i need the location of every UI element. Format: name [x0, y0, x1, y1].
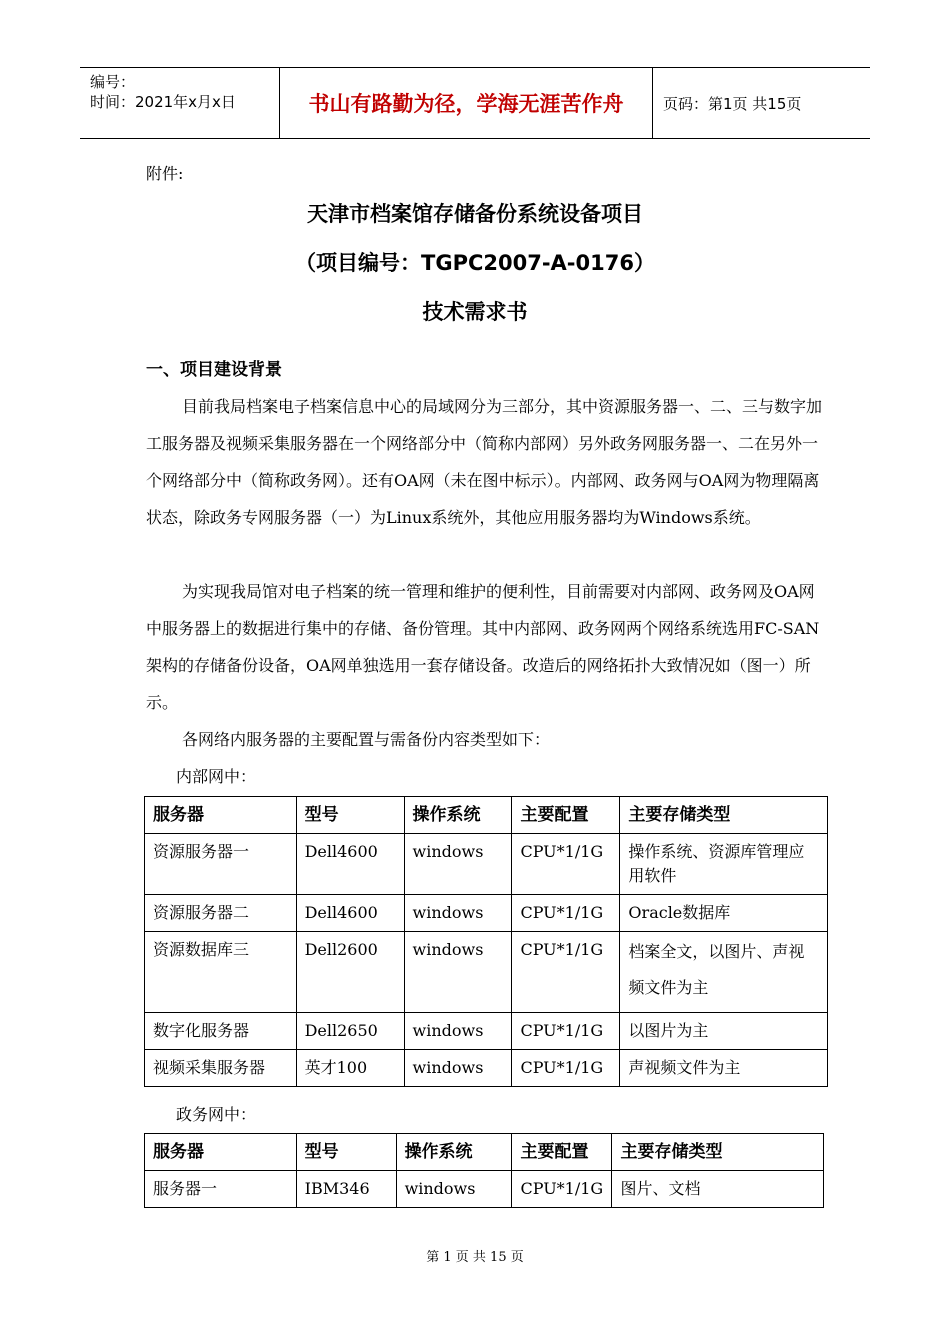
table-row: [145, 834, 828, 895]
table-cell: 操作系统、资源库管理应用软件: [620, 834, 828, 895]
header-cell: 主要配置: [512, 797, 620, 834]
header-cell: 服务器: [145, 797, 297, 834]
table-header-row: [145, 797, 828, 834]
header-cell: 主要存储类型: [620, 797, 828, 834]
table-cell: CPU*1/1G: [512, 834, 620, 895]
table-cell: 资源服务器二: [145, 895, 297, 932]
header-cell: 型号: [296, 797, 404, 834]
government-server-table: [144, 1133, 824, 1208]
table-cell: Dell2650: [296, 1013, 404, 1050]
table-row: [145, 895, 828, 932]
paragraph-background: 目前我局档案电子档案信息中心的局域网分为三部分，其中资源服务器一、二、三与数字加工服务器及视频采集服务器在一个网络部分中（简称内部网）另外政务网服务器一、二在另外一个网络部分中（简称政务网）。还有OA网（未在图中标示）。内部网、政务网与OA网为物理隔离状态，除政务专网服务器（一）为Linux系统外，其他应用服务器均为Windows系统。: [146, 397, 823, 527]
attachment-label: 附件:: [146, 164, 184, 183]
government-network-label: 政务网中：: [176, 1105, 257, 1124]
header-number: 编号：: [90, 73, 136, 91]
table-row: [145, 932, 828, 1013]
table-cell: windows: [404, 834, 512, 895]
section-heading: 一、项目建设背景: [146, 360, 282, 380]
table-cell: CPU*1/1G: [512, 1050, 620, 1087]
table-cell: IBM346: [296, 1171, 396, 1208]
table-cell: 服务器一: [145, 1171, 297, 1208]
header-cell: 型号: [296, 1134, 396, 1171]
table-row: [145, 1013, 828, 1050]
table-cell: Dell4600: [296, 895, 404, 932]
page-header: [80, 67, 870, 139]
header-meta: [80, 68, 280, 138]
paragraph-intro: 各网络内服务器的主要配置与需备份内容类型如下：: [182, 730, 551, 749]
table-cell: 数字化服务器: [145, 1013, 297, 1050]
table-cell: windows: [404, 1050, 512, 1087]
internal-network-label: 内部网中：: [176, 767, 257, 786]
table-cell: 以图片为主: [620, 1013, 828, 1050]
table-cell: windows: [404, 932, 512, 1013]
header-cell: 操作系统: [396, 1134, 512, 1171]
paragraph-plan: 为实现我局馆对电子档案的统一管理和维护的便利性，目前需要对内部网、政务网及OA网中服务器上的数据进行集中的存储、备份管理。其中内部网、政务网两个网络系统选用FC-SAN架构的存储备份设备，OA网单独选用一套存储设备。改造后的网络拓扑大致情况如（图一）所示。: [146, 582, 820, 712]
doc-subtitle: 技术需求书: [422, 300, 528, 324]
table-cell: Dell4600: [296, 834, 404, 895]
header-time: 时间：2021年x月x日: [90, 93, 236, 111]
table-row: [145, 1171, 824, 1208]
table-cell: 声视频文件为主: [620, 1050, 828, 1087]
table-row: [145, 1050, 828, 1087]
header-page-info: 页码：第1页 共15页: [663, 94, 802, 113]
table-cell: Dell2600: [296, 932, 404, 1013]
table-cell: Oracle数据库: [620, 895, 828, 932]
internal-server-table: [144, 796, 828, 1087]
table-header-row: [145, 1134, 824, 1171]
table-cell: 英才100: [296, 1050, 404, 1087]
table-cell: windows: [404, 895, 512, 932]
table-cell: 档案全文，以图片、声视频文件为主: [620, 932, 828, 1013]
doc-title: 天津市档案馆存储备份系统设备项目: [307, 202, 643, 226]
table-cell: 图片、文档: [612, 1171, 824, 1208]
table-cell: CPU*1/1G: [512, 1013, 620, 1050]
table-cell: CPU*1/1G: [512, 1171, 612, 1208]
table-cell: 资源数据库三: [145, 932, 297, 1013]
header-cell: 操作系统: [404, 797, 512, 834]
table-cell: CPU*1/1G: [512, 932, 620, 1013]
project-number: （项目编号：TGPC2007-A-0176）: [295, 251, 655, 275]
header-cell: 主要存储类型: [612, 1134, 824, 1171]
header-cell: 主要配置: [512, 1134, 612, 1171]
table-cell: windows: [396, 1171, 512, 1208]
table-cell: CPU*1/1G: [512, 895, 620, 932]
header-cell: 服务器: [145, 1134, 297, 1171]
table-cell: 视频采集服务器: [145, 1050, 297, 1087]
header-motto: 书山有路勤为径，学海无涯苦作舟: [280, 68, 653, 138]
page-footer: 第 1 页 共 15 页: [426, 1250, 524, 1265]
table-cell: 资源服务器一: [145, 834, 297, 895]
table-cell: windows: [404, 1013, 512, 1050]
